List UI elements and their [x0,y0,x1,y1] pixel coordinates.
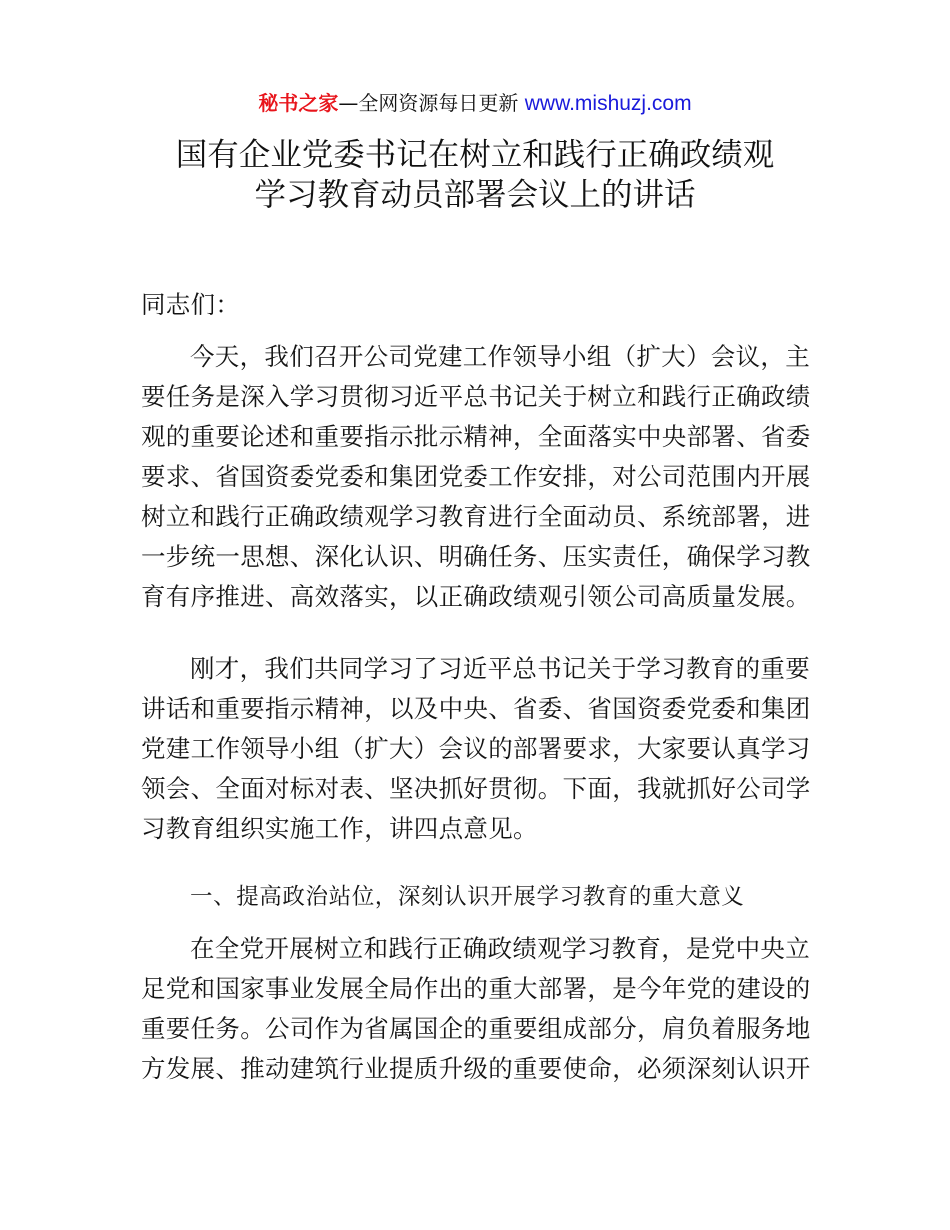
paragraph-line: 在全党开展树立和践行正确政绩观学习教育，是党中央立 [190,934,810,963]
site-url-link[interactable]: www.mishuzj.com [524,92,692,115]
section-heading: 一、提高政治站位，深刻认识开展学习教育的重大意义 [190,884,745,910]
paragraph-line: 刚才，我们共同学习了习近平总书记关于学习教育的重要 [190,654,810,683]
paragraph-line: 一步统一思想、深化认识、明确任务、压实责任，确保学习教 [141,542,811,571]
paragraph-line: 方发展、推动建筑行业提质升级的重要使命，必须深刻认识开 [141,1054,811,1083]
paragraph-line: 要任务是深入学习贯彻习近平总书记关于树立和践行正确政绩 [141,382,811,411]
paragraph-line: 足党和国家事业发展全局作出的重大部署，是今年党的建设的 [141,974,811,1003]
paragraph-line: 领会、全面对标对表、坚决抓好贯彻。下面，我就抓好公司学 [141,774,811,803]
paragraph-line: 讲话和重要指示精神，以及中央、省委、省国资委党委和集团 [141,694,811,723]
salutation: 同志们： [141,290,241,319]
paragraph-line: 要求、省国资委党委和集团党委工作安排，对公司范围内开展 [141,462,811,491]
paragraph-line: 习教育组织实施工作，讲四点意见。 [141,814,538,843]
paragraph-line: 重要任务。公司作为省属国企的重要组成部分，肩负着服务地 [141,1014,811,1043]
document-title-line-1: 国有企业党委书记在树立和践行正确政绩观 [175,137,775,173]
site-header [0,88,950,119]
brand-name: 秘书之家 [258,91,339,115]
document-title-line-2: 学习教育动员部署会议上的讲话 [254,177,696,213]
paragraph-line: 观的重要论述和重要指示批示精神，全面落实中央部署、省委 [141,422,811,451]
paragraph-line: 育有序推进、高效落实，以正确政绩观引领公司高质量发展。 [141,582,811,611]
header-tagline: —全网资源每日更新 [338,91,519,115]
paragraph-line: 党建工作领导小组（扩大）会议的部署要求，大家要认真学习 [141,734,811,763]
paragraph-line: 树立和践行正确政绩观学习教育进行全面动员、系统部署，进 [141,502,811,531]
paragraph-line: 今天，我们召开公司党建工作领导小组（扩大）会议，主 [190,342,810,371]
